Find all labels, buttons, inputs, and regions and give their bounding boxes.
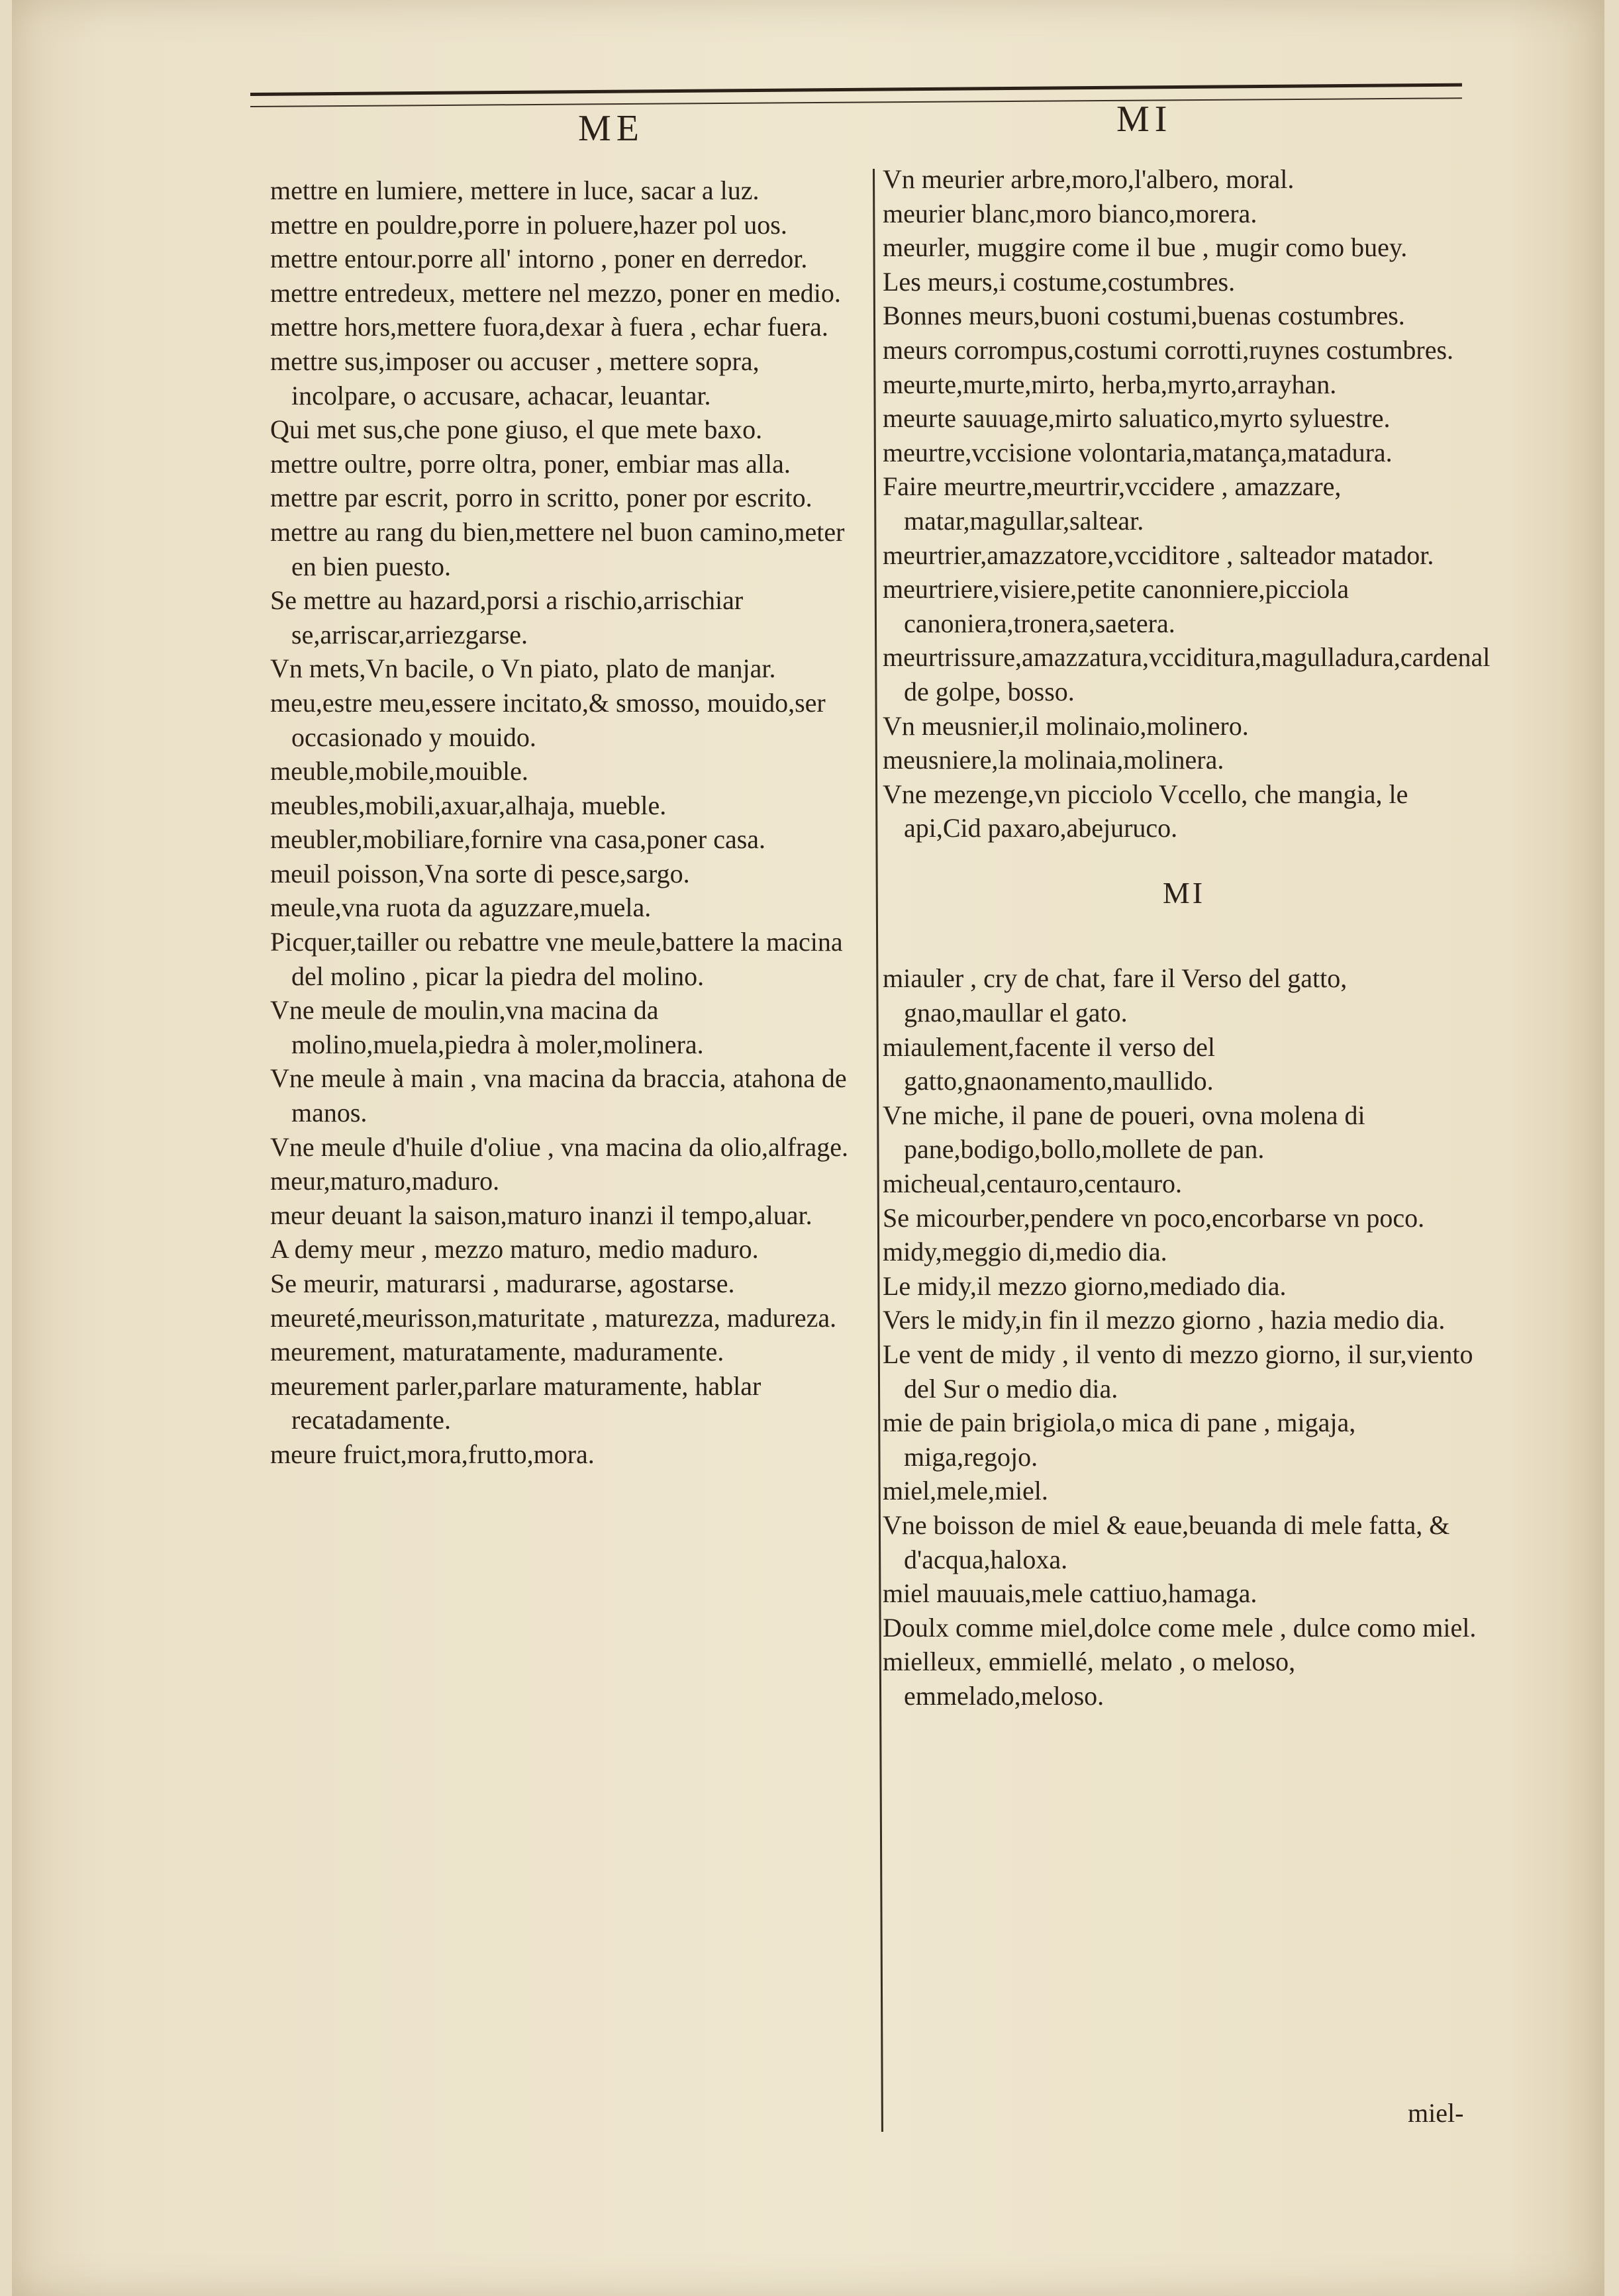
dictionary-entry: Bonnes meurs,buoni costumi,buenas costumbres.: [883, 301, 1405, 331]
dictionary-entry: miel mauuais,mele cattiuo,hamaga.: [883, 1578, 1257, 1609]
dictionary-entry: Vne meule de moulin,vna macina da molino,muela,piedra à moler,molinera.: [270, 995, 704, 1059]
dictionary-entry: mettre en lumiere, mettere in luce, sacar a luz.: [270, 175, 760, 205]
header-rule-thin: [250, 97, 1462, 107]
dictionary-entry: Se mettre au hazard,porsi a rischio,arrischiar se,arriscar,arriezgarse.: [270, 585, 744, 649]
dictionary-entry: Se meurir, maturarsi , madurarse, agostarse.: [270, 1268, 735, 1298]
dictionary-entry: Vne meule d'huile d'oliue , vna macina da olio,alfrage.: [270, 1131, 848, 1162]
dictionary-entry: meule,vna ruota da aguzzare,muela.: [270, 892, 652, 923]
dictionary-entry: mielleux, emmiellé, melato , o meloso, emmelado,meloso.: [883, 1647, 1296, 1711]
dictionary-page: [12, 0, 1604, 2296]
dictionary-entry: miel,mele,miel.: [883, 1476, 1048, 1506]
dictionary-entry: Vne meule à main , vna macina da braccia, atahona de manos.: [270, 1063, 847, 1128]
dictionary-entry: meurte sauuage,mirto saluatico,myrto syluestre.: [883, 403, 1391, 434]
dictionary-entry: Vn mets,Vn bacile, o Vn piato, plato de manjar.: [270, 653, 776, 684]
dictionary-entry: Vne mezenge,vn picciolo Vccello, che mangia, le api,Cid paxaro,abejuruco.: [883, 779, 1408, 843]
dictionary-entry: meubler,mobiliare,fornire vna casa,poner casa.: [270, 824, 766, 855]
dictionary-entry: meu,estre meu,essere incitato,& smosso, mouido,ser occasionado y mouido.: [270, 687, 826, 752]
running-head-left: ME: [578, 108, 644, 149]
dictionary-entry: miaulement,facente il verso del gatto,gnaonamento,maullido.: [883, 1031, 1216, 1096]
dictionary-entry: Doulx comme miel,dolce come mele , dulce como miel.: [883, 1612, 1477, 1643]
section-heading-mi: MI: [1162, 875, 1206, 910]
dictionary-entry: meuble,mobile,mouible.: [270, 756, 528, 787]
dictionary-entry: meusniere,la molinaia,molinera.: [883, 745, 1224, 775]
dictionary-entry: Faire meurtre,meurtrir,vccidere , amazzare, matar,magullar,saltear.: [883, 471, 1342, 536]
dictionary-entry: mettre sus,imposer ou accuser , mettere sopra, incolpare, o accusare, achacar, leuantar.: [270, 346, 760, 410]
dictionary-entry: Vne boisson de miel & eaue,beuanda di mele fatta, & d'acqua,haloxa.: [883, 1509, 1450, 1574]
dictionary-entry: meurtrier,amazzatore,vcciditore , salteador matador.: [883, 540, 1434, 570]
dictionary-entry: Le midy,il mezzo giorno,mediado dia.: [883, 1270, 1287, 1301]
dictionary-entry: Picquer,tailler ou rebattre vne meule,battere la macina del molino , picar la piedra del molino.: [270, 927, 843, 991]
dictionary-entry: meurs corrompus,costumi corrotti,ruynes costumbres.: [883, 334, 1454, 365]
dictionary-entry: Vn meusnier,il molinaio,molinero.: [883, 710, 1249, 741]
dictionary-entry: mettre entour.porre all' intorno , poner en derredor.: [270, 244, 808, 274]
dictionary-entry: Vne miche, il pane de poueri, ovna molena di pane,bodigo,bollo,mollete de pan.: [883, 1100, 1365, 1165]
dictionary-entry: meurtre,vccisione volontaria,matança,matadura.: [883, 437, 1393, 467]
dictionary-entry: Vn meurier arbre,moro,l'albero, moral.: [883, 164, 1295, 194]
running-head-right: MI: [1116, 99, 1173, 140]
header-rule: [250, 83, 1462, 96]
dictionary-entry: Vers le midy,in fin il mezzo giorno , hazia medio dia.: [883, 1305, 1446, 1335]
dictionary-entry: meuil poisson,Vna sorte di pesce,sargo.: [270, 858, 690, 888]
dictionary-entry: Se micourber,pendere vn poco,encorbarse vn poco.: [883, 1202, 1425, 1233]
dictionary-entry: meurement parler,parlare maturamente, hablar recatadamente.: [270, 1370, 761, 1435]
dictionary-entry: Le vent de midy , il vento di mezzo giorno, il sur,viento del Sur o medio dia.: [883, 1339, 1473, 1404]
dictionary-entry: mettre par escrit, porro in scritto, poner por escrito.: [270, 483, 812, 513]
dictionary-entry: midy,meggio di,medio dia.: [883, 1237, 1167, 1267]
dictionary-entry: meurier blanc,moro bianco,morera.: [883, 198, 1257, 228]
dictionary-entry: mettre oultre, porre oltra, poner, embiar mas alla.: [270, 448, 791, 479]
column-divider: [873, 169, 883, 2132]
catchword: miel-: [1408, 2098, 1464, 2128]
right-column: [883, 162, 1491, 1713]
dictionary-entry: miauler , cry de chat, fare il Verso del gatto, gnao,maullar el gato.: [883, 963, 1348, 1028]
dictionary-entry: meurtrissure,amazzatura,vcciditura,magulladura,cardenal de golpe, bosso.: [883, 642, 1491, 706]
dictionary-entry: meure fruict,mora,frutto,mora.: [270, 1439, 595, 1469]
dictionary-entry: meureté,meurisson,maturitate , maturezza, madureza.: [270, 1302, 837, 1333]
dictionary-entry: mettre en pouldre,porre in poluere,hazer pol uos.: [270, 209, 787, 240]
dictionary-entry: meurement, maturatamente, maduramente.: [270, 1337, 724, 1367]
dictionary-entry: meurte,murte,mirto, herba,myrto,arrayhan.: [883, 369, 1337, 399]
left-column: [270, 173, 859, 1472]
dictionary-entry: Les meurs,i costume,costumbres.: [883, 266, 1236, 297]
dictionary-entry: meubles,mobili,axuar,alhaja, mueble.: [270, 790, 667, 820]
dictionary-entry: mettre hors,mettere fuora,dexar à fuera , echar fuera.: [270, 312, 828, 342]
dictionary-entry: mettre entredeux, mettere nel mezzo, poner en medio.: [270, 277, 841, 308]
dictionary-entry: mettre au rang du bien,mettere nel buon camino,meter en bien puesto.: [270, 516, 845, 581]
dictionary-entry: Qui met sus,che pone giuso, el que mete baxo.: [270, 414, 763, 445]
right-entries-mi: [883, 961, 1485, 1713]
right-entries-top: [883, 162, 1491, 845]
dictionary-entry: meurtriere,visiere,petite canonniere,picciola canoniera,tronera,saetera.: [883, 574, 1349, 638]
dictionary-entry: micheual,centauro,centauro.: [883, 1169, 1182, 1199]
dictionary-entry: mie de pain brigiola,o mica di pane , migaja, miga,regojo.: [883, 1408, 1356, 1472]
dictionary-entry: A demy meur , mezzo maturo, medio maduro.: [270, 1234, 759, 1265]
dictionary-entry: meurler, muggire come il bue , mugir como buey.: [883, 232, 1408, 263]
dictionary-entry: meur,maturo,maduro.: [270, 1166, 500, 1196]
dictionary-entry: meur deuant la saison,maturo inanzi il tempo,aluar.: [270, 1200, 812, 1230]
